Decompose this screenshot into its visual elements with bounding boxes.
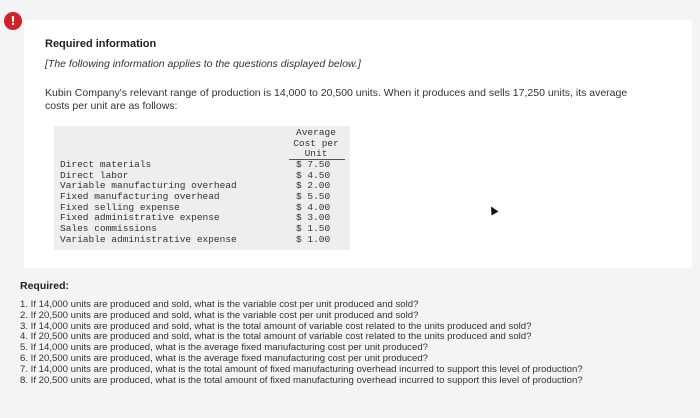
table-row [60,235,346,246]
cost-rows [60,160,346,246]
list-item: 6. If 20,500 units are produced, what is the average fixed manufacturing cost per unit produced? [20,352,428,364]
cost-label: Fixed administrative expense [60,212,220,224]
list-item: 8. If 20,500 units are produced, what is the total amount of fixed manufacturing overhead incurred to support this level of production? [20,374,583,386]
required-title: Required: [20,280,70,292]
list-item: 1. If 14,000 units are produced and sold, what is the variable cost per unit produced and sold? [20,299,419,310]
cost-value: $ 1.50 [296,223,331,235]
cost-value: $ 7.50 [296,159,331,170]
list-item: 7. If 14,000 units are produced, what is the total amount of fixed manufacturing overhead incurred to support this level of production? [20,363,583,375]
cost-label: Variable administrative expense [60,233,237,245]
column-header: Average Cost per Unit [293,127,339,159]
cost-value: $ 4.50 [296,169,331,181]
cost-value: $ 5.50 [296,191,331,203]
information-note: [The following information applies to the questions displayed below.] [45,58,361,70]
list-item: 2. If 20,500 units are produced and sold, what is the variable cost per unit produced and sold? [20,309,419,321]
list-item: 4. If 20,500 units are produced and sold, what is the total amount of variable cost related to the units produced and sold? [20,331,532,343]
cost-label: Variable manufacturing overhead [60,180,237,192]
list-item: 3. If 14,000 units are produced and sold, what is the total amount of variable cost related to the units produced and sold? [20,320,532,332]
cost-label: Direct materials [60,159,152,170]
question-list [20,300,696,386]
cost-value: $ 4.00 [296,201,331,213]
cost-value: $ 1.00 [296,233,331,245]
exclamation-icon: ! [4,12,22,30]
intro-paragraph: Kubin Company's relevant range of production is 14,000 to 20,500 units. When it produces and sells 17,250 units, its average costs per unit are as follows: [45,87,628,112]
cost-value: $ 3.00 [296,212,331,224]
cost-label: Fixed selling expense [60,201,180,213]
cost-label: Fixed manufacturing overhead [60,191,220,203]
cost-table [54,126,350,250]
required-information-title: Required information [45,38,157,50]
cost-label: Direct labor [60,169,129,181]
cost-value: $ 2.00 [296,180,331,192]
list-item: 5. If 14,000 units are produced, what is the average fixed manufacturing cost per unit produced? [20,342,428,354]
cost-label: Sales commissions [60,223,157,235]
